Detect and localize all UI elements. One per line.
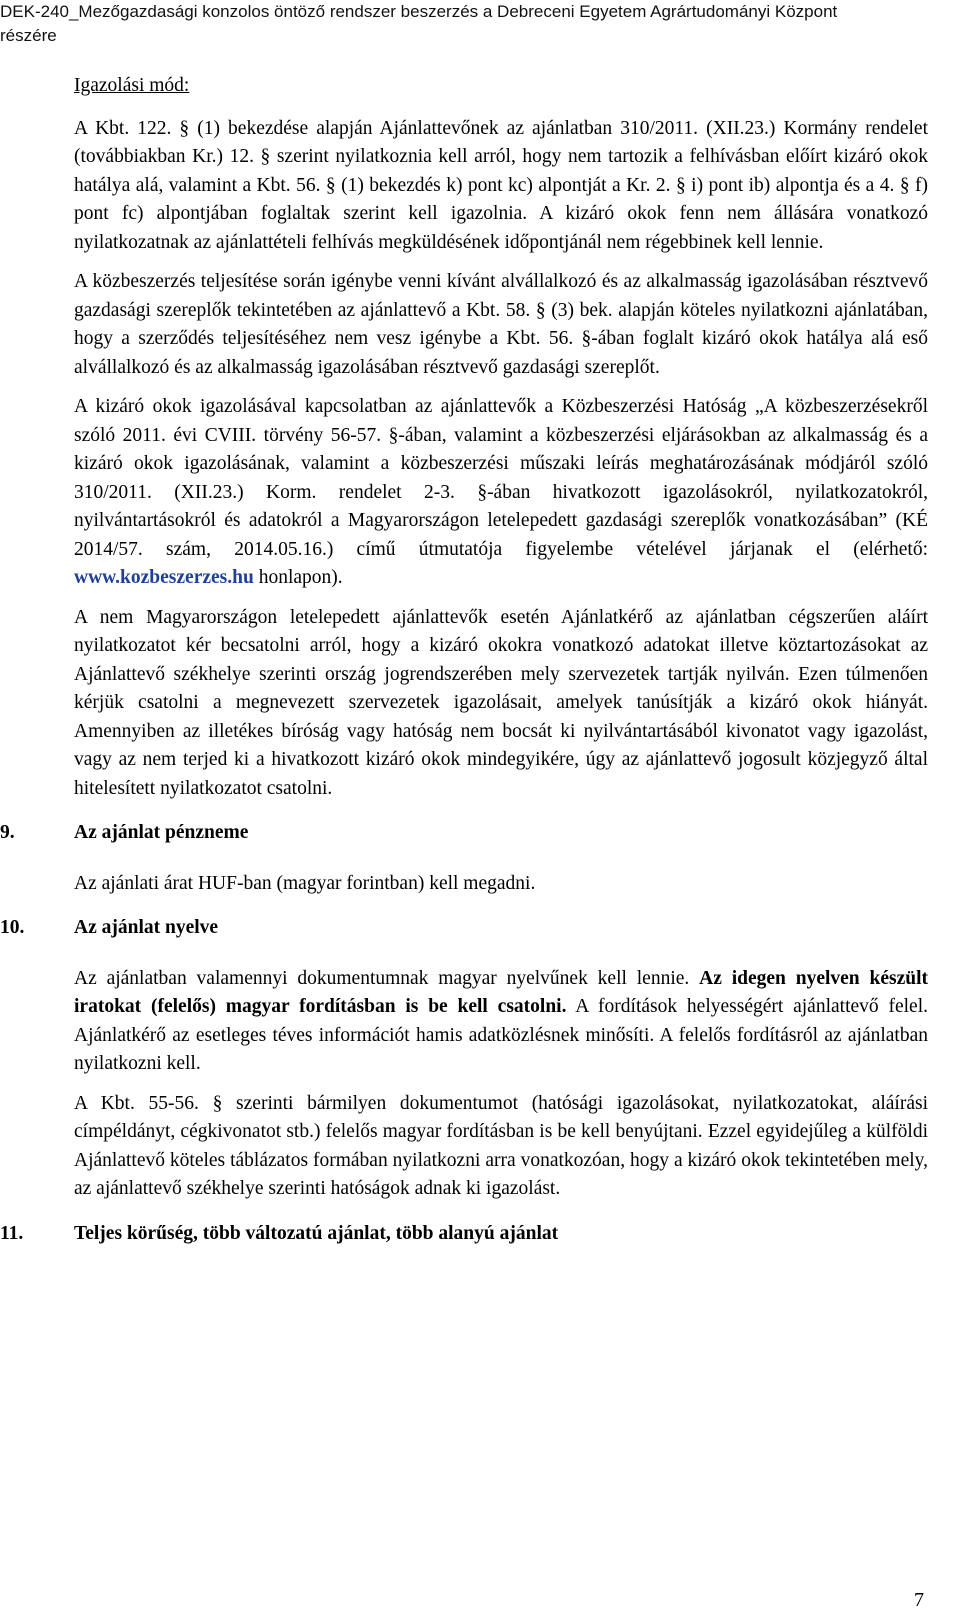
section-9-heading bbox=[0, 819, 928, 848]
verification-paragraph-3 bbox=[74, 393, 928, 593]
header-line-1: DEK-240_Mezőgazdasági konzolos öntöző rendszer beszerzés a Debreceni Egyetem Agrártudományi Központ bbox=[0, 2, 838, 21]
section-10-title: Az ajánlat nyelve bbox=[74, 917, 219, 938]
section-9-number: 9. bbox=[0, 822, 15, 843]
section-10-paragraph-1-end: A fordítások helyességért ajánlattevő felel. Ajánlatkérő az esetleges téves információt hamis adatközlésnek minősíti. A felelős fordításról az ajánlatban nyilatkozni kell. bbox=[74, 996, 928, 1074]
section-10-heading bbox=[0, 914, 928, 943]
page-number: 7 bbox=[914, 1589, 924, 1611]
section-9-title: Az ajánlat pénzneme bbox=[74, 822, 249, 843]
section-11-heading bbox=[0, 1220, 928, 1249]
section-10-paragraph-2: A Kbt. 55-56. § szerinti bármilyen dokumentumot (hatósági igazolásokat, nyilatkozatokat, aláírási címpéldányt, cégkivonatot stb.) felelős magyar fordításban is be kell benyújtani. Ezzel egyidejűleg a külföldi Ajánlattevő köteles táblázatos formában nyilatkozni arra vonatkozóan, hogy a kizáró okok tekintetében mely, az ajánlattevő székhelye szerinti hatóságok adnak ki igazolást. bbox=[74, 1092, 928, 1199]
section-10-paragraph-1-text: Az ajánlatban valamennyi dokumentumnak magyar nyelvűnek kell lennie. bbox=[74, 967, 700, 989]
verification-paragraph-3-end: honlapon). bbox=[253, 567, 343, 588]
kozbeszerzes-link[interactable]: www.kozbeszerzes.hu bbox=[74, 567, 254, 588]
header-line-2: részére bbox=[0, 26, 57, 45]
section-11-number: 11. bbox=[0, 1222, 24, 1244]
section-11-title: Teljes körűség, több változatú ajánlat, több alanyú ajánlat bbox=[74, 1222, 559, 1244]
section-9-paragraph: Az ajánlati árat HUF-ban (magyar forintban) kell megadni. bbox=[74, 872, 536, 894]
document-body bbox=[0, 72, 928, 1270]
verification-paragraph-3-text: A kizáró okok igazolásával kapcsolatban az ajánlattevők a Közbeszerzési Hatóság „A közbeszerzésekről szóló 2011. évi CVIII. törvény 56-57. §-ában, valamint a közbeszerzési eljárásokban az alkalmasság és a kizáró okok igazolásának, valamint a közbeszerzési műszaki leírás meghatározásának módjáról szóló 310/2011. (XII.23.) Korm. rendelet 2-3. §-ában hivatkozott igazolásokról, nyilatkozatokról, nyilvántartásokról és adatokról a Magyarországon letelepedett gazdasági szereplők vonatkozásában” (KÉ 2014/57. szám, 2014.05.16.) című útmutatója figyelembe vételével járjanak el (elérhető: bbox=[74, 396, 928, 560]
section-10-bold-requirement: Az idegen nyelven készült iratokat (felelős) magyar fordításban is be kell csatolni. bbox=[74, 967, 928, 1017]
document-header bbox=[0, 0, 950, 48]
verification-paragraph-4: A nem Magyarországon letelepedett ajánlattevők esetén Ajánlatkérő az ajánlatban cégszerűen aláírt nyilatkozatot kér becsatolni arról, hogy a kizáró okokra vonatkozó adatokat illetve köztartozásokat az Ajánlattevő székhelye szerinti ország jogrendszerében mely szervezetek tartják nyilván. Ezen túlmenően kérjük csatolni a megnevezett szervezetek igazolásait, amelyek tanúsítják a kizáró okok hiányát. Amennyiben az illetékes bíróság vagy hatóság nem bocsát ki nyilvántartásából kivonatot vagy igazolást, vagy az nem terjed ki a hivatkozott kizáró okok mindegyikére, úgy az ajánlattevő jogosult közjegyző által hitelesített nyilatkozatot csatolni. bbox=[74, 606, 928, 799]
section-10-paragraph-1 bbox=[74, 965, 928, 1079]
verification-heading-text: Igazolási mód: bbox=[74, 75, 190, 96]
verification-paragraph-2: A közbeszerzés teljesítése során igénybe venni kívánt alvállalkozó és az alkalmasság igazolásában résztvevő gazdasági szereplők tekintetében az ajánlattevő a Kbt. 58. § (3) bek. alapján köteles nyilatkozni ajánlatában, hogy a szerződés teljesítéséhez nem vesz igénybe a Kbt. 56. §-ában foglalt kizáró okok hatálya alá eső alvállalkozó és az alkalmasság igazolásában résztvevő gazdasági szereplőt. bbox=[74, 271, 928, 378]
section-10-number: 10. bbox=[0, 917, 25, 938]
verification-paragraph-1: A Kbt. 122. § (1) bekezdése alapján Ajánlattevőnek az ajánlatban 310/2011. (XII.23.) Kormány rendelet (továbbiakban Kr.) 12. § szerint nyilatkoznia kell arról, hogy nem tartozik a felhívásban előírt kizáró okok hatálya alá, valamint a Kbt. 56. § (1) bekezdés k) pont kc) alpontját a Kr. 2. § i) pont ib) alpontja és a 4. § f) pont fc) alpontjában foglaltak szerint kell igazolnia. A kizáró okok fenn nem állására vonatkozó nyilatkozatnak az ajánlattételi felhívás megküldésének időpontjánál nem régebbinek kell lennie. bbox=[74, 117, 928, 253]
verification-heading bbox=[74, 72, 928, 101]
